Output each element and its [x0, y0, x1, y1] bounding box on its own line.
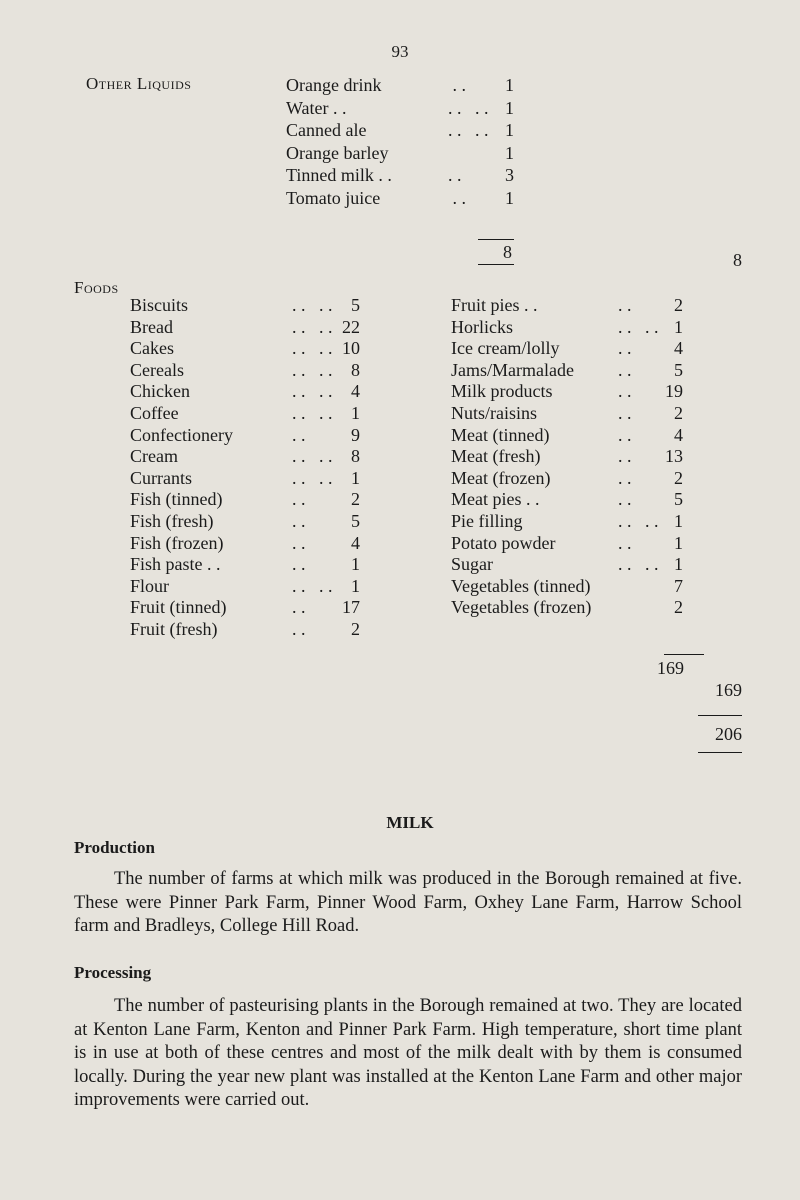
- other-liquids-total: 8: [733, 250, 742, 270]
- food-item-count: 9: [351, 424, 360, 445]
- other-liquid-item-leader-dots: . .: [448, 75, 466, 95]
- food-item-leader-dots: . .: [618, 338, 632, 359]
- food-item-label: Meat (fresh): [451, 446, 541, 467]
- food-item-label: Coffee: [130, 403, 179, 423]
- other-liquid-item-count: 1: [505, 97, 514, 118]
- foods-subtotal: 169: [657, 658, 684, 678]
- other-liquids-subtotal-rule: [478, 239, 514, 240]
- food-item-label: Meat (frozen): [451, 467, 551, 488]
- food-item-label: Cream: [130, 446, 178, 467]
- food-item-count: 5: [351, 295, 360, 315]
- food-item-leader-dots: . . . .: [292, 381, 333, 402]
- food-item-leader-dots: . . . .: [618, 511, 659, 531]
- food-item-count: 17: [342, 597, 360, 618]
- food-item-count: 5: [674, 489, 683, 510]
- food-item-leader-dots: . .: [292, 511, 306, 531]
- food-item-leader-dots: . .: [292, 489, 306, 510]
- other-liquid-item-leader-dots: . . . .: [448, 120, 489, 140]
- food-item-count: 4: [674, 338, 683, 359]
- food-item-label: Horlicks: [451, 316, 513, 337]
- food-item-leader-dots: . .: [618, 532, 632, 553]
- food-item-label: Fruit (fresh): [130, 619, 218, 639]
- foods-total: 169: [715, 680, 742, 700]
- food-item-label: Cakes: [130, 338, 174, 359]
- food-item-label: Potato powder: [451, 532, 556, 553]
- food-item-label: Nuts/raisins: [451, 403, 538, 423]
- food-item-label: Fruit (tinned): [130, 597, 227, 618]
- food-item-count: 10: [342, 338, 360, 359]
- food-item-label: Meat (tinned): [451, 424, 550, 445]
- other-liquid-item-label: Orange drink: [286, 75, 382, 95]
- other-liquid-item-leader-dots: . .: [448, 187, 466, 208]
- other-liquid-item-count: 1: [505, 142, 514, 163]
- other-liquid-item-label: Orange barley: [286, 142, 389, 163]
- production-paragraph: The number of farms at which milk was produced in the Borough remained at five. These were Pinner Park Farm, Pinner Wood Farm, Oxhey Lane Farm, Harrow School farm and Bradleys, College Hill Road.: [74, 869, 742, 936]
- food-item-label: Vegetables (frozen): [451, 597, 592, 618]
- food-item-count: 7: [674, 575, 683, 596]
- grand-total-underline: [698, 752, 742, 753]
- food-item-count: 2: [674, 295, 683, 315]
- other-liquid-item-count: 1: [505, 75, 514, 95]
- other-liquids-subtotal: 8: [503, 242, 512, 262]
- food-item-leader-dots: . . . .: [292, 403, 333, 423]
- food-item-leader-dots: . .: [292, 532, 306, 553]
- other-liquid-item-count: 1: [505, 187, 514, 208]
- food-item-leader-dots: . . . .: [618, 554, 659, 575]
- food-item-leader-dots: . . . .: [292, 446, 333, 467]
- foods-heading: Foods: [74, 278, 119, 297]
- food-item-count: 2: [351, 619, 360, 639]
- food-item-leader-dots: . .: [618, 467, 632, 488]
- food-item-label: Bread: [130, 316, 173, 337]
- food-item-count: 2: [674, 597, 683, 618]
- food-item-count: 22: [342, 316, 360, 337]
- food-item-leader-dots: . .: [618, 295, 632, 315]
- other-liquid-item-count: 3: [505, 165, 514, 185]
- food-item-count: 4: [674, 424, 683, 445]
- food-item-count: 2: [351, 489, 360, 510]
- food-item-count: 8: [351, 359, 360, 380]
- food-item-count: 13: [665, 446, 683, 467]
- milk-heading: MILK: [386, 813, 434, 832]
- food-item-label: Currants: [130, 467, 192, 488]
- food-item-leader-dots: . .: [292, 554, 306, 575]
- food-item-count: 1: [351, 575, 360, 596]
- food-item-label: Meat pies . .: [451, 489, 540, 510]
- production-heading: Production: [74, 838, 155, 857]
- food-item-leader-dots: . . . .: [618, 316, 659, 337]
- food-item-count: 5: [674, 359, 683, 380]
- food-item-count: 1: [351, 467, 360, 488]
- food-item-leader-dots: . . . .: [292, 316, 333, 337]
- food-item-leader-dots: . . . .: [292, 295, 333, 315]
- other-liquid-item-label: Tomato juice: [286, 187, 381, 208]
- other-liquids-heading: Other Liquids: [86, 74, 192, 93]
- food-item-count: 2: [674, 467, 683, 488]
- processing-paragraph: The number of pasteurising plants in the Borough remained at two. They are located at Kenton Lane Farm, Kenton and Pinner Park Farm. High temperature, short time plant is in use at both of these centres and most of the milk dealt with by them is consumed locally. During the year new plant was installed at the Kenton Lane Farm and other major improvements were carried out.: [74, 996, 742, 1110]
- food-item-leader-dots: . .: [618, 403, 632, 423]
- food-item-label: Fish (frozen): [130, 532, 224, 553]
- food-item-count: 5: [351, 511, 360, 531]
- food-item-leader-dots: . . . .: [292, 575, 333, 596]
- food-item-label: Ice cream/lolly: [451, 338, 560, 359]
- food-item-count: 1: [674, 511, 683, 531]
- food-item-leader-dots: . .: [618, 424, 632, 445]
- food-item-leader-dots: . .: [618, 489, 632, 510]
- food-item-leader-dots: . .: [292, 424, 306, 445]
- food-item-leader-dots: . .: [292, 597, 306, 618]
- food-item-count: 1: [674, 554, 683, 575]
- food-item-label: Flour: [130, 575, 170, 596]
- food-item-count: 4: [351, 532, 360, 553]
- food-item-leader-dots: . .: [618, 359, 632, 380]
- food-item-leader-dots: . . . .: [292, 359, 333, 380]
- food-item-label: Confectionery: [130, 424, 233, 445]
- food-item-count: 1: [674, 316, 683, 337]
- food-item-leader-dots: . . . .: [292, 338, 333, 359]
- page-number: 93: [391, 42, 409, 61]
- food-item-label: Vegetables (tinned): [451, 575, 591, 596]
- grand-total-rule: [698, 715, 742, 716]
- other-liquid-item-label: Water . .: [286, 97, 347, 118]
- food-item-label: Cereals: [130, 359, 184, 380]
- other-liquid-item-leader-dots: . .: [448, 165, 462, 185]
- food-item-count: 4: [351, 381, 360, 402]
- food-item-label: Biscuits: [130, 295, 189, 315]
- food-item-count: 1: [351, 554, 360, 575]
- food-item-label: Fish (fresh): [130, 511, 214, 531]
- food-item-count: 8: [351, 446, 360, 467]
- food-item-label: Fish paste . .: [130, 554, 221, 575]
- food-item-leader-dots: . .: [618, 381, 632, 402]
- foods-subtotal-rule: [664, 654, 704, 655]
- food-item-count: 1: [674, 532, 683, 553]
- processing-heading: Processing: [74, 963, 152, 982]
- food-item-count: 19: [665, 381, 683, 402]
- grand-total: 206: [715, 724, 742, 744]
- other-liquid-item-count: 1: [505, 120, 514, 140]
- food-item-count: 1: [351, 403, 360, 423]
- other-liquid-item-label: Canned ale: [286, 120, 367, 140]
- food-item-label: Fish (tinned): [130, 489, 223, 510]
- food-item-leader-dots: . . . .: [292, 467, 333, 488]
- food-item-label: Jams/Marmalade: [451, 359, 574, 380]
- food-item-label: Pie filling: [451, 511, 523, 531]
- other-liquid-item-label: Tinned milk . .: [286, 165, 392, 185]
- food-item-leader-dots: . .: [618, 446, 632, 467]
- food-item-count: 2: [674, 403, 683, 423]
- food-item-leader-dots: . .: [292, 619, 306, 639]
- food-item-label: Fruit pies . .: [451, 295, 538, 315]
- other-liquids-subtotal-underline: [478, 264, 514, 265]
- other-liquid-item-leader-dots: . . . .: [448, 97, 489, 118]
- food-item-label: Sugar: [451, 554, 493, 575]
- food-item-label: Chicken: [130, 381, 190, 402]
- food-item-label: Milk products: [451, 381, 553, 402]
